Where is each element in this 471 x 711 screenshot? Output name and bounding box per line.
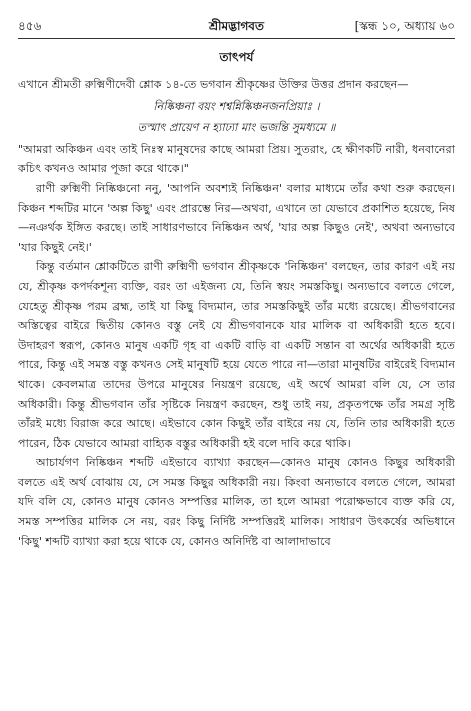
paragraph: কিন্তু বর্তমান শ্লোকটিতে রাণী রুক্মিণী ভগবান শ্রীকৃষ্ণকে 'নিষ্কিঞ্চন' বলছেন, তার কারণ এই নয় যে, শ্রীকৃষ্ণ কপর্দকশূন্য ব্যক্তি, বরং তা এইজন্য যে, তিনি স্বয়ং সমস্তকিছু। অন্যভাবে বলতে গেলে, যেহেতু শ্রীকৃষ্ণ পরম ব্রহ্ম, তাই যা কিছু বিদ্যমান, তার সমস্তকিছুই তাঁর মধ্যে রয়েছে। শ্রীভগবানের অস্তিত্বের বাইরে দ্বিতীয় কোনও বস্তু নেই যে শ্রীভগবানকে যার মালিক বা অধিকারী হতে হবে। উদাহরণ স্বরূপ, কোনও মানুষ একটি গৃহ বা একটি বাড়ি বা একটি সন্তান বা অর্থের অধিকারী হতে পারে, কিন্তু এই সমস্ত বস্তু কখনও সেই মানুষটি হয়ে যেতে পারে না—তারা মানুষটির বাইরেই বিদ্যমান থাকে। কেবলমাত্র তাদের উপরে মানুষের নিয়ন্ত্রণ রয়েছে, এই অর্থে আমরা বলি যে, সে তার অধিকারী। কিন্তু শ্রীভগবান তাঁর সৃষ্টিকে নিয়ন্ত্রণ করছেন, শুধু তাই নয়, প্রকৃতপক্ষে তাঁর সমগ্র সৃষ্টি তাঁরই মধ্যে বিরাজ করে আছে। এইভাবে কোন কিছুই তাঁর বাইরে নয় যে, তিনি তার অধিকারী হতে পারেন, ঠিক যেভাবে আমরা বাহ্যিক বস্তুর অধিকারী হই বলে দাবি করে থাকি। — [18, 260, 455, 450]
body-text — [18, 140, 455, 551]
book-title: শ্রীমদ্ভাগবত — [208, 19, 264, 33]
page-number: ৪৫৬ — [18, 19, 42, 33]
paragraph: আচার্যগণ নিষ্কিঞ্চন শব্দটি এইভাবে ব্যাখ্যা করছেন—কোনও মানুষ কোনও কিছুর অধিকারী বলতে এই অর্থ বোঝায় যে, সে সমস্ত কিছুর অধিকারী নয়। কিংবা অন্যভাবে বলতে গেলে, আমরা যদি বলি যে, কোনও মানুষ কোনও সম্পত্তির মালিক, তা হলে আমরা পরোক্ষভাবে ব্যক্ত করি যে, সমস্ত সম্পত্তির মালিক সে নয়, বরং কিছু নির্দিষ্ট সম্পত্তিরই মালিক। সাধারণ উৎকর্ষের অভিধানে 'কিছু' শব্দটি ব্যাখ্যা করা হয়ে থাকে যে, কোনও অনির্দিষ্ট বা আলাদাভাবে — [18, 456, 455, 548]
verse-block — [18, 97, 455, 138]
chapter-reference: [স্কন্ধ ১০, অধ্যায় ৬০ — [354, 19, 455, 33]
paragraph: রাণী রুক্মিণী নিষ্কিঞ্চনো ননু, 'আপনি অবশ্যই নিষ্কিঞ্চন' বলার মাধ্যমে তাঁর কথা শুরু করছেন। কিঞ্চন শব্দটির মানে 'অল্প কিছু' এবং প্রারম্ভে নির—অথবা, এখানে তা যেভাবে প্রকাশিত হয়েছে, নিষ—নঞর্থক ইঙ্গিত করছে। তাই সাধারণভাবে নিষ্কিঞ্চন অর্থ, 'যার অল্প কিছুও নেই', অথবা অন্যভাবে 'যার কিছুই নেই।' — [18, 181, 455, 254]
running-header — [18, 18, 455, 38]
section-heading: তাৎপর্য — [219, 50, 254, 64]
verse-line: তস্মাৎ প্রায়েণ ন হ্যাঢ্যা মাং ভজন্তি সুমধ্যমে ॥ — [137, 121, 336, 135]
paragraph: "আমরা অকিঞ্চন এবং তাই নিঃস্ব মানুষদের কাছে আমরা প্রিয়। সুতরাং, হে ক্ষীণকটি নারী, ধনবানেরা কচিৎ কখনও আমার পূজা করে থাকে।" — [18, 142, 455, 176]
header-rule — [18, 38, 455, 39]
verse-line: নিষ্কিঞ্চনা বয়ং শশ্বন্নিষ্কিঞ্চনজনপ্রিয়াঃ । — [153, 99, 320, 113]
intro-paragraph: এখানে শ্রীমতী রুক্মিণীদেবী শ্লোক ১৪-তে ভগবান শ্রীকৃষ্ণের উক্তির উত্তর প্রদান করছেন— — [18, 78, 409, 91]
